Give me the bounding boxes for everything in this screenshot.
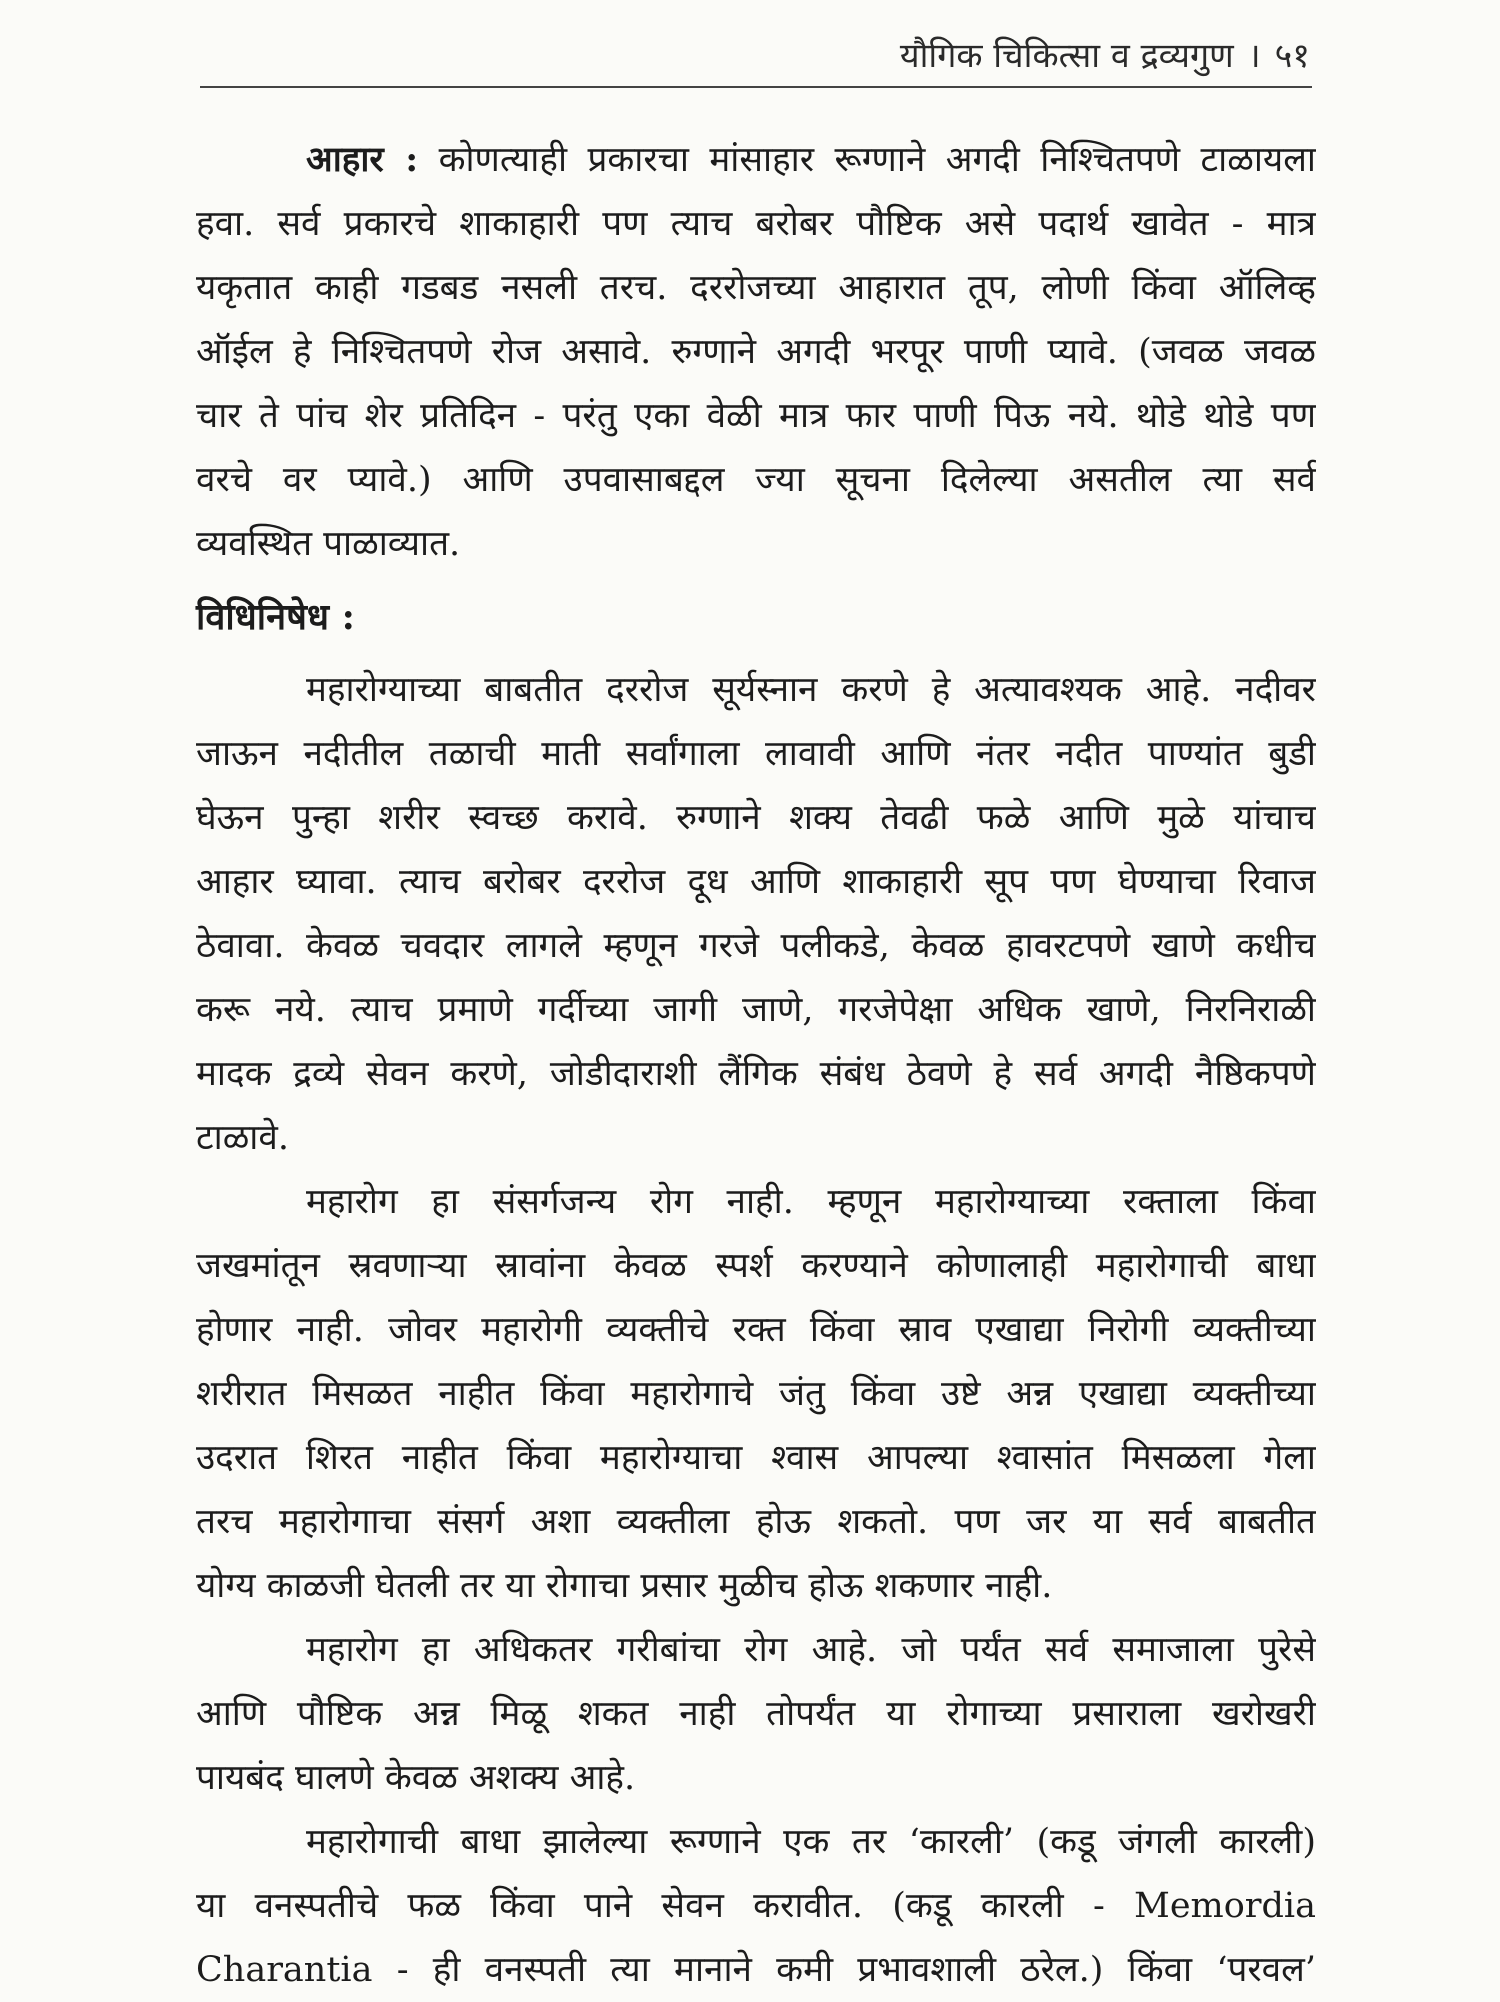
text-line: चार ते पांच शेर प्रतिदिन - परंतु एका वेळी मात्र फार पाणी पिऊ नये. थोडे थोडे पण: [196, 396, 1316, 436]
text-line: होणार नाही. जोवर महारोगी व्यक्तीचे रक्त किंवा स्राव एखाद्या निरोगी व्यक्तीच्या: [196, 1310, 1316, 1350]
text-line: योग्य काळजी घेतली तर या रोगाचा प्रसार मुळीच होऊ शकणार नाही.: [196, 1566, 1053, 1606]
text-line: Charantia - ही वनस्पती त्या मानाने कमी प्रभावशाली ठरेल.) किंवा ‘परवल’: [196, 1950, 1316, 1990]
text-line: मादक द्रव्ये सेवन करणे, जोडीदाराशी लैंगिक संबंध ठेवणे हे सर्व अगदी नैष्ठिकपणे: [196, 1054, 1316, 1094]
text-line: हवा. सर्व प्रकारचे शाकाहारी पण त्याच बरोबर पौष्टिक असे पदार्थ खावेत - मात्र: [196, 204, 1316, 244]
text-line: जखमांतून स्रवणाऱ्या स्रावांना केवळ स्पर्श करण्याने कोणालाही महारोगाची बाधा: [196, 1246, 1316, 1286]
text-line: ऑईल हे निश्चितपणे रोज असावे. रुग्णाने अगदी भरपूर पाणी प्यावे. (जवळ जवळ: [196, 332, 1316, 372]
header-separator: ।: [1247, 36, 1261, 76]
section-heading: विधिनिषेध :: [196, 596, 355, 638]
text-line: वरचे वर प्यावे.) आणि उपवासाबद्दल ज्या सूचना दिलेल्या असतील त्या सर्व: [196, 460, 1316, 500]
text-line: महारोग हा संसर्गजन्य रोग नाही. म्हणून महारोग्याच्या रक्ताला किंवा: [306, 1182, 1316, 1222]
text-line: या वनस्पतीचे फळ किंवा पाने सेवन करावीत. (कडू कारली - Memordia: [196, 1886, 1316, 1926]
page-body: [196, 128, 1316, 2002]
running-header: [200, 28, 1310, 80]
paragraph: [196, 1170, 1316, 1618]
paragraph: [196, 658, 1316, 1170]
text-line: उदरात शिरत नाहीत किंवा महारोग्याचा श्वास आपल्या श्वासांत मिसळला गेला: [196, 1438, 1316, 1478]
text-line: आहार : कोणत्याही प्रकारचा मांसाहार रूग्णाने अगदी निश्चितपणे टाळायला: [306, 139, 1316, 180]
text-line: पायबंद घालणे केवळ अशक्य आहे.: [196, 1758, 636, 1798]
text-line: जाऊन नदीतील तळाची माती सर्वांगाला लावावी आणि नंतर नदीत पाण्यांत बुडी: [196, 734, 1316, 774]
text-line: घेऊन पुन्हा शरीर स्वच्छ करावे. रुग्णाने शक्य तेवढी फळे आणि मुळे यांचाच: [196, 798, 1316, 838]
page-number: ५१: [1274, 36, 1310, 76]
text-line: यकृतात काही गडबड नसली तरच. दररोजच्या आहारात तूप, लोणी किंवा ऑलिव्ह: [196, 268, 1316, 308]
text-line: महारोग्याच्या बाबतीत दररोज सूर्यस्नान करणे हे अत्यावश्यक आहे. नदीवर: [306, 670, 1316, 710]
text-line: आणि पौष्टिक अन्न मिळू शकत नाही तोपर्यंत या रोगाच्या प्रसाराला खरोखरी: [196, 1694, 1316, 1734]
header-rule: [200, 86, 1312, 88]
header-title: यौगिक चिकित्सा व द्रव्यगुण: [899, 36, 1234, 76]
paragraph: [196, 1618, 1316, 1810]
text-line: शरीरात मिसळत नाहीत किंवा महारोगाचे जंतु किंवा उष्टे अन्न एखाद्या व्यक्तीच्या: [196, 1374, 1316, 1414]
text-line: करू नये. त्याच प्रमाणे गर्दीच्या जागी जाणे, गरजेपेक्षा अधिक खाणे, निरनिराळी: [196, 990, 1316, 1030]
text-line: तरच महारोगाचा संसर्ग अशा व्यक्तीला होऊ शकतो. पण जर या सर्व बाबतीत: [196, 1502, 1316, 1542]
text-line: व्यवस्थित पाळाव्यात.: [196, 524, 461, 564]
paragraph: [196, 1810, 1316, 2002]
text-line: महारोग हा अधिकतर गरीबांचा रोग आहे. जो पर्यंत सर्व समाजाला पुरेसे: [306, 1630, 1316, 1670]
text-line: ठेवावा. केवळ चवदार लागले म्हणून गरजे पलीकडे, केवळ हावरटपणे खाणे कधीच: [196, 926, 1316, 966]
text-line: आहार घ्यावा. त्याच बरोबर दररोज दूध आणि शाकाहारी सूप पण घेण्याचा रिवाज: [196, 862, 1316, 902]
paragraph-aahar: [196, 128, 1316, 576]
text-line: टाळावे.: [196, 1118, 289, 1158]
text-line: महारोगाची बाधा झालेल्या रूग्णाने एक तर ‘कारली’ (कडू जंगली कारली): [306, 1822, 1316, 1862]
aahar-label: आहार :: [306, 139, 419, 180]
